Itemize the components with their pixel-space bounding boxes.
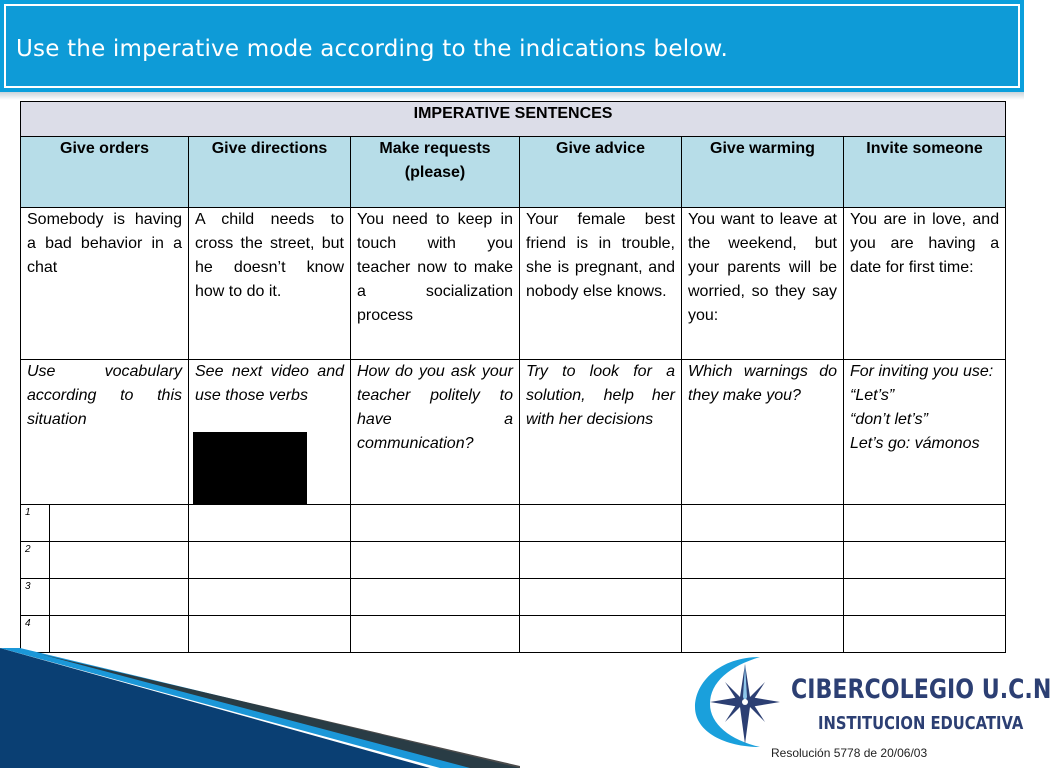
answer-cell[interactable] <box>189 579 351 616</box>
answer-cell[interactable] <box>50 616 189 653</box>
slide-header-frame <box>4 4 1020 88</box>
situation-give-warming: You want to leave at the weekend, but your parents will be worried, so they say you: <box>682 208 844 360</box>
situation-row <box>21 208 1006 360</box>
slide-title: Use the imperative mode according to the indications below. <box>16 36 728 62</box>
header-shadow <box>0 92 1024 100</box>
answer-row <box>21 579 1006 616</box>
instruction-invite-someone <box>844 360 1006 505</box>
answer-cell[interactable] <box>50 579 189 616</box>
instruction-give-warming: Which warnings do they make you? <box>682 360 844 505</box>
instruction-give-directions: See next video and use those verbs <box>189 360 351 505</box>
answer-cell[interactable] <box>50 505 189 542</box>
column-header-give-warming: Give warming <box>682 137 844 208</box>
answer-cell[interactable] <box>682 579 844 616</box>
answer-row <box>21 542 1006 579</box>
table-title: IMPERATIVE SENTENCES <box>21 102 1006 137</box>
answer-cell[interactable] <box>682 616 844 653</box>
answer-row <box>21 616 1006 653</box>
column-header-invite-someone: Invite someone <box>844 137 1006 208</box>
answer-cell[interactable] <box>351 579 520 616</box>
column-header-give-advice: Give advice <box>520 137 682 208</box>
answer-cell[interactable] <box>682 542 844 579</box>
answer-cell[interactable] <box>520 505 682 542</box>
row-number: 1 <box>21 505 50 542</box>
instruction-row <box>21 360 1006 505</box>
answer-cell[interactable] <box>351 505 520 542</box>
answer-cell[interactable] <box>351 542 520 579</box>
situation-invite-someone: You are in love, and you are having a date for first time: <box>844 208 1006 360</box>
answer-cell[interactable] <box>189 542 351 579</box>
slide-header <box>0 0 1024 92</box>
situation-give-orders: Somebody is having a bad behavior in a chat <box>21 208 189 360</box>
answer-cell[interactable] <box>844 505 1006 542</box>
answer-cell[interactable] <box>189 616 351 653</box>
instruction-invite-line-2: “don’t let’s” <box>850 411 928 428</box>
answer-cell[interactable] <box>189 505 351 542</box>
answer-cell[interactable] <box>50 542 189 579</box>
answer-cell[interactable] <box>351 616 520 653</box>
answer-cell[interactable] <box>682 505 844 542</box>
answer-cell[interactable] <box>520 579 682 616</box>
answer-cell[interactable] <box>520 542 682 579</box>
instruction-make-requests: How do you ask your teacher politely to have a communication? <box>351 360 520 505</box>
video-placeholder[interactable] <box>193 432 307 505</box>
row-number: 3 <box>21 579 50 616</box>
table-header-row <box>21 137 1006 208</box>
answer-cell[interactable] <box>844 616 1006 653</box>
answer-cell[interactable] <box>844 579 1006 616</box>
table-title-row <box>21 102 1006 137</box>
instruction-give-advice: Try to look for a solution, help her with her decisions <box>520 360 682 505</box>
column-header-make-requests: Make requests (please) <box>351 137 520 208</box>
school-logo <box>690 652 1051 768</box>
logo-resolution: Resolución 5778 de 20/06/03 <box>771 746 928 760</box>
compass-star-icon <box>690 652 800 752</box>
column-header-give-directions: Give directions <box>189 137 351 208</box>
imperative-table <box>20 101 1006 653</box>
answer-cell[interactable] <box>844 542 1006 579</box>
instruction-give-orders: Use vocabulary according to this situation <box>21 360 189 505</box>
column-header-give-orders: Give orders <box>21 137 189 208</box>
situation-make-requests: You need to keep in touch with you teacher now to make a socialization process <box>351 208 520 360</box>
situation-give-advice: Your female best friend is in trouble, she is pregnant, and nobody else knows. <box>520 208 682 360</box>
situation-give-directions: A child needs to cross the street, but he doesn’t know how to do it. <box>189 208 351 360</box>
decorative-stripes <box>0 648 520 768</box>
instruction-invite-line-1: For inviting you use: “Let’s” <box>850 363 994 404</box>
logo-subtitle: INSTITUCION EDUCATIVA <box>818 713 1024 734</box>
instruction-invite-line-3: Let’s go: vámonos <box>850 435 980 452</box>
row-number: 2 <box>21 542 50 579</box>
logo-name: CIBERCOLEGIO U.C.N <box>791 674 1051 705</box>
answer-row <box>21 505 1006 542</box>
answer-cell[interactable] <box>520 616 682 653</box>
row-number: 4 <box>21 616 50 653</box>
